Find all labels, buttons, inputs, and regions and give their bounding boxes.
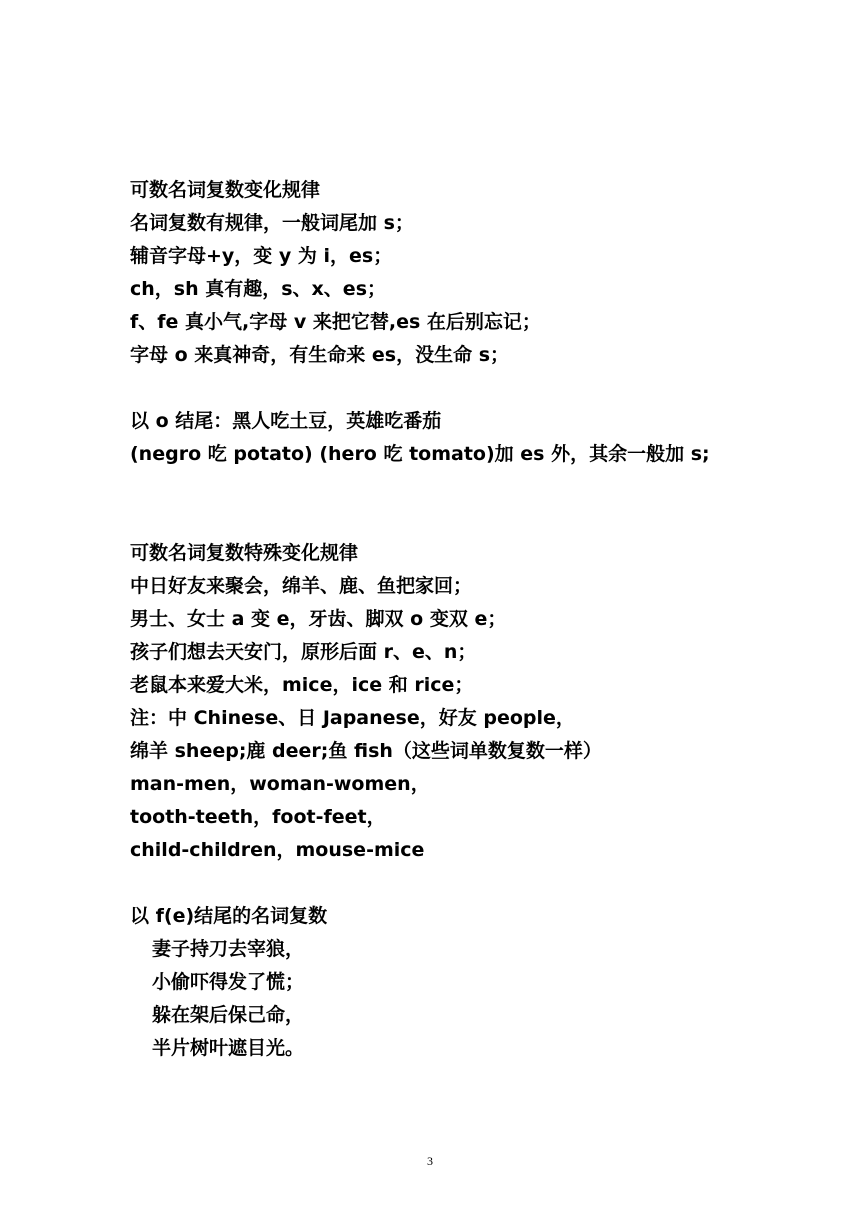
- poem-line: 小偷吓得发了慌；: [152, 971, 305, 993]
- text-line: man-men，woman-women，: [130, 773, 430, 795]
- text-line: child-children，mouse-mice: [130, 839, 425, 861]
- section-title: 以 o 结尾：黑人吃土豆，英雄吃番茄: [130, 410, 442, 432]
- page-number: 3: [427, 1154, 433, 1168]
- section-title: 可数名词复数变化规律: [130, 179, 321, 201]
- blank-line: [130, 867, 740, 900]
- text-line: 辅音字母+y，变 y 为 i，es；: [130, 245, 393, 267]
- section-special-plural-rules: [130, 537, 740, 867]
- poem-line: 半片树叶遮目光。: [152, 1037, 305, 1059]
- text-line: 孩子们想去天安门，原形后面 r、e、n；: [130, 641, 477, 663]
- section-title: 可数名词复数特殊变化规律: [130, 542, 359, 564]
- section-title: 以 f(e)结尾的名词复数: [130, 905, 328, 927]
- text-line: 中日好友来聚会，绵羊、鹿、鱼把家回；: [130, 575, 473, 597]
- text-line: 老鼠本来爱大米，mice，ice 和 rice；: [130, 674, 474, 696]
- text-line: 男士、女士 a 变 e，牙齿、脚双 o 变双 e；: [130, 608, 507, 630]
- document-body: [130, 174, 740, 1065]
- text-line: tooth-teeth，foot-feet，: [130, 806, 386, 828]
- section-f-ending: [130, 900, 740, 1065]
- text-line: 绵羊 sheep;鹿 deer;鱼 fish（这些词单数复数一样）: [130, 740, 602, 762]
- text-paragraph: (negro 吃 potato) (hero 吃 tomato)加 es 外，其余一般加 s;: [130, 443, 710, 465]
- blank-line: [130, 372, 740, 405]
- text-line: 注：中 Chinese、日 Japanese，好友 people，: [130, 707, 575, 729]
- poem-line: 躲在架后保己命，: [152, 1004, 305, 1026]
- poem-line: 妻子持刀去宰狼，: [152, 938, 305, 960]
- section-plural-rules: [130, 174, 740, 372]
- text-line: 字母 o 来真神奇，有生命来 es，没生命 s；: [130, 344, 510, 366]
- text-line: 名词复数有规律，一般词尾加 s；: [130, 212, 414, 234]
- blank-line: [130, 471, 740, 537]
- text-line: f、fe 真小气,字母 v 来把它替,es 在后别忘记；: [130, 311, 541, 333]
- text-line: ch，sh 真有趣，s、x、es；: [130, 278, 386, 300]
- section-o-ending: [130, 405, 740, 471]
